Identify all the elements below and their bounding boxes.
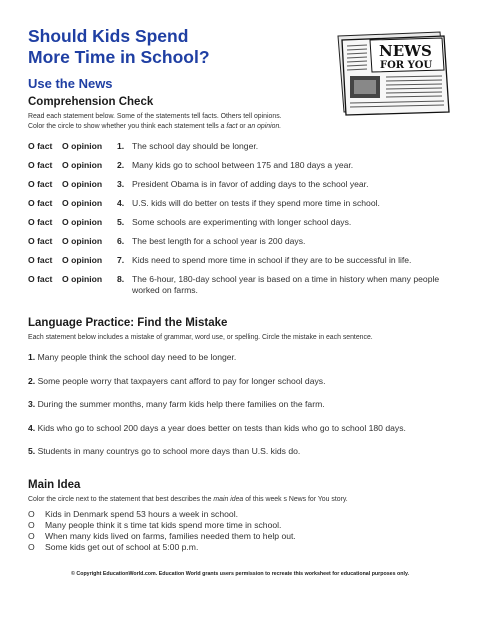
sentence-text[interactable]: Kids who go to school 200 days a year does better on tests than kids who go to school 180 days. — [37, 423, 406, 433]
fact-radio[interactable]: O fact — [28, 198, 53, 208]
fact-radio[interactable]: O fact — [28, 141, 53, 151]
title-line-1: Should Kids Spend — [28, 26, 189, 46]
language-instructions: Each statement below includes a mistake of grammar, word use, or spelling. Circle the mistake in each sentence. — [28, 334, 373, 341]
choice-radio[interactable]: O — [28, 542, 35, 552]
fact-radio[interactable]: O fact — [28, 255, 53, 265]
sentence-text[interactable]: Many people think the school day need to be longer. — [37, 352, 237, 362]
comprehension-heading: Comprehension Check — [28, 96, 154, 108]
newspaper-icon — [336, 30, 452, 116]
fact-radio[interactable]: O fact — [28, 179, 53, 189]
opinion-radio[interactable]: O opinion — [62, 141, 103, 151]
sentence-text[interactable]: During the summer months, many farm kids help there families on the farm. — [37, 399, 325, 409]
opinion-radio[interactable]: O opinion — [62, 274, 103, 284]
opinion-radio[interactable]: O opinion — [62, 236, 103, 246]
list-item: 2. Some people worry that taxpayers cant afford to pay for longer school days. — [28, 376, 326, 386]
opinion-radio[interactable]: O opinion — [62, 198, 103, 208]
list-item: 3. During the summer months, many farm kids help there families on the farm. — [28, 399, 325, 409]
sentence-text[interactable]: Some people worry that taxpayers cant afford to pay for longer school days. — [37, 376, 326, 386]
logo-text-news: NEWS — [379, 42, 432, 60]
choice-radio[interactable]: O — [28, 520, 35, 530]
main-idea-instructions: Color the circle next to the statement that best describes the main idea of this week s News for You story. — [28, 496, 348, 503]
list-item: 1. Many people think the school day need to be longer. — [28, 352, 237, 362]
main-idea-heading: Main Idea — [28, 479, 81, 491]
news-for-you-logo — [336, 30, 452, 116]
subtitle: Use the News — [28, 76, 113, 91]
title-line-2: More Time in School? — [28, 47, 210, 67]
comprehension-instructions: Read each statement below. Some of the statements tell facts. Others tell opinions. Color the circle to show whether you think each statement tells a fact or an opinion. — [28, 113, 282, 130]
choice-radio[interactable]: O — [28, 531, 35, 541]
fact-radio[interactable]: O fact — [28, 160, 53, 170]
fact-radio[interactable]: O fact — [28, 217, 53, 227]
choice-radio[interactable]: O — [28, 509, 35, 519]
fact-radio[interactable]: O fact — [28, 274, 53, 284]
page-title — [28, 26, 328, 68]
list-item: 4. Kids who go to school 200 days a year does better on tests than kids who go to school 180 days. — [28, 423, 406, 433]
list-item: 5. Students in many countrys go to school more days than U.S. kids do. — [28, 446, 301, 456]
copyright-footer: © Copyright EducationWorld.com. Education World grants users permission to recreate this worksheet for educational purposes only. — [71, 571, 409, 577]
opinion-radio[interactable]: O opinion — [62, 179, 103, 189]
logo-text-for-you: FOR YOU — [380, 60, 433, 71]
language-heading: Language Practice: Find the Mistake — [28, 317, 228, 329]
opinion-radio[interactable]: O opinion — [62, 160, 103, 170]
opinion-radio[interactable]: O opinion — [62, 217, 103, 227]
fact-radio[interactable]: O fact — [28, 236, 53, 246]
opinion-radio[interactable]: O opinion — [62, 255, 103, 265]
sentence-text[interactable]: Students in many countrys go to school more days than U.S. kids do. — [37, 446, 301, 456]
